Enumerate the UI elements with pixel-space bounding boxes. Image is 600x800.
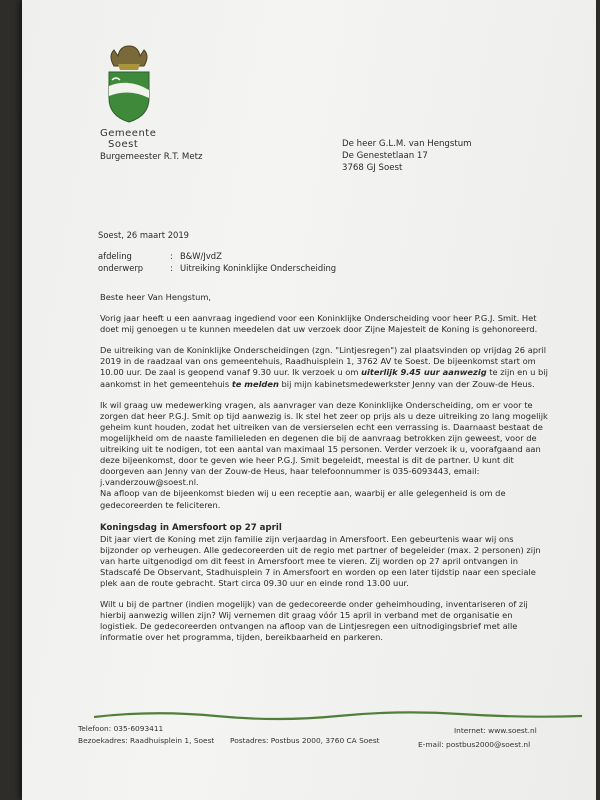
onderwerp-value: Uitreiking Koninklijke Onderscheiding bbox=[180, 263, 337, 273]
afdeling-label: afdeling bbox=[98, 251, 132, 261]
letter-date: Soest, 26 maart 2019 bbox=[98, 230, 190, 240]
org-name-line-2: Soest bbox=[108, 139, 139, 150]
municipal-crest-icon bbox=[104, 42, 154, 124]
footer-wave-line bbox=[94, 708, 582, 722]
meta-colon: : bbox=[170, 263, 173, 273]
footer-internet: Internet: www.soest.nl bbox=[454, 726, 537, 735]
letter-meta bbox=[98, 250, 336, 274]
mayor-name: Burgemeester R.T. Metz bbox=[100, 152, 203, 162]
paragraph-2 bbox=[100, 345, 552, 389]
addressee-block bbox=[342, 138, 472, 174]
salutation: Beste heer Van Hengstum, bbox=[100, 292, 212, 302]
footer-email: E-mail: postbus2000@soest.nl bbox=[418, 740, 531, 749]
footer-postal-address: Postadres: Postbus 2000, 3760 CA Soest bbox=[230, 736, 380, 745]
addressee-name: De heer G.L.M. van Hengstum bbox=[342, 139, 472, 149]
footer-phone: Telefoon: 035-6093411 bbox=[78, 724, 164, 733]
p2-text: De uitreiking van de Koninklijke Onderscheidingen (zgn. "Lintjesregen") zal plaatsvinden op vrijdag 26 april 2019 in de raadzaal van ons gemeentehuis, Raadhuisplein 1, 3762 AV te Soest. De bijeenkomst start om 10.00 uur. De zaal is geopend vanaf 9.30 uur. Ik verzoek u om bbox=[100, 345, 547, 378]
footer-visit-address: Bezoekadres: Raadhuisplein 1, Soest bbox=[78, 736, 215, 745]
org-name-line-1: Gemeente bbox=[100, 128, 157, 139]
addressee-city: 3768 GJ Soest bbox=[342, 163, 403, 173]
paragraph-3 bbox=[100, 400, 552, 489]
p2-text: bij mijn kabinetsmedewerkster Jenny van der Zouw-de Heus. bbox=[278, 378, 535, 389]
p3-text: Ik wil graag uw medewerking vragen, als aanvrager van deze Koninklijke Onderscheiding, om er voor te zorgen dat heer P.G.J. Smit op tijd aanwezig is. Ik stel het zeer op prijs als u deze uitreiking zo lang mogelijk geheim kunt houden, zodat het uitreiken van de versierselen echt een verrassing is. Daarnaast bestaat de mogelijkheid om de naaste familieleden en degenen die bij de aanvraag betrokken zijn geweest, voor de uitreiking uit te nodigen, tot een aantal van maximaal 15 personen. Verder verzoek ik u, voorafgaand aan deze bijeenkomst, door te geven wie heer P.G.J. Smit begeleidt, meestal is dit de partner. U kunt dit doorgeven aan Jenny van der Zouw-de Heus, haar telefoonnummer is 035-6093443, email: j.vanderzouw@soest.nl. bbox=[100, 399, 548, 488]
letter-body bbox=[100, 292, 552, 654]
onderwerp-label: onderwerp bbox=[98, 263, 144, 273]
p2-text: te zijn en u bij aankomst in het gemeentehuis bbox=[100, 367, 548, 389]
addressee-street: De Genestetlaan 17 bbox=[342, 151, 428, 161]
letter-page bbox=[22, 0, 596, 800]
p2-emphasis-report: te melden bbox=[231, 378, 279, 389]
paragraph-4: Dit jaar viert de Koning met zijn familie zijn verjaardag in Amersfoort. Een gebeurtenis waar wij ons bijzonder op verheugen. Alle gedecoreerden uit de regio met partner of begeleider (max. 2 personen) zijn van harte uitgenodigd om dit feest in Amersfoort mee te vieren. Zij worden op 27 april ontvangen in Stadscafé De Observant, Stadhuisplein 7 in Amersfoort en worden op een later tijdstip naar een speciale plek aan de route gebracht. Start circa 09.30 uur en einde rond 13.00 uur. bbox=[100, 533, 541, 589]
paragraph-5: Wilt u bij de partner (indien mogelijk) van de gedecoreerde onder geheimhouding, inventariseren of zij hierbij aanwezig willen zijn? Wij vernemen dit graag vóór 15 april in verband met de organisatie en logistiek. De gedecoreerden ontvangen na afloop van de Lintjesregen een uitnodigingsbrief met alle informatie over het programma, tijden, bereikbaarheid en parkeren. bbox=[100, 599, 528, 643]
paragraph-3b: Na afloop van de bijeenkomst bieden wij u een receptie aan, waarbij er alle gelegenheid is om de gedecoreerden te feliciteren. bbox=[100, 488, 506, 510]
p2-emphasis-time: uiterlijk 9.45 uur aanwezig bbox=[361, 367, 487, 378]
organisation-name bbox=[100, 128, 156, 150]
section-heading: Koningsdag in Amersfoort op 27 april bbox=[100, 522, 282, 533]
meta-colon: : bbox=[170, 251, 173, 261]
afdeling-value: B&W/JvdZ bbox=[180, 251, 222, 261]
paragraph-1: Vorig jaar heeft u een aanvraag ingediend voor een Koninklijke Onderscheiding voor heer P.G.J. Smit. Het doet mij genoegen u te kunnen meedelen dat uw verzoek door Zijne Majesteit de Koning is gehonoreerd. bbox=[100, 313, 538, 335]
